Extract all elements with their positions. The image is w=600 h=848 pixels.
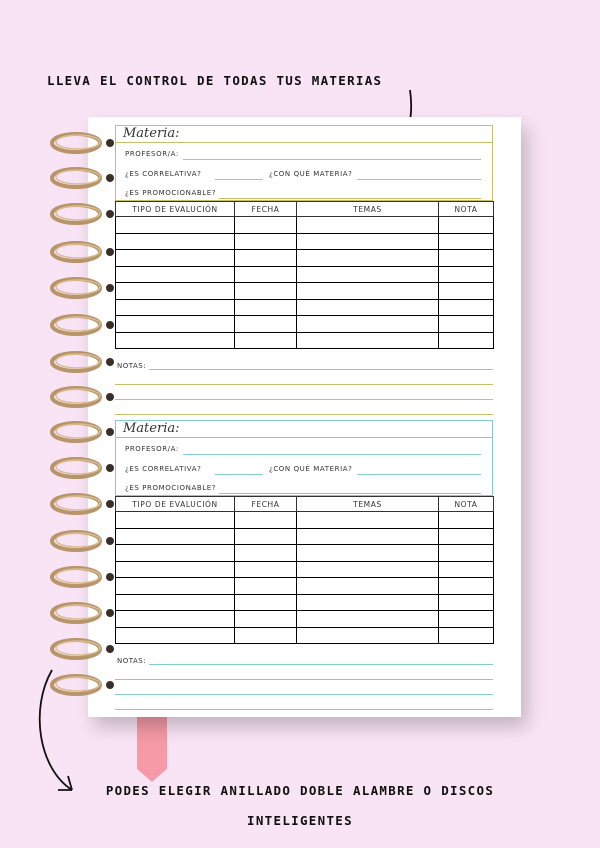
table-cell[interactable] <box>235 217 297 234</box>
table-cell[interactable] <box>297 594 439 611</box>
table-cell[interactable] <box>235 512 297 529</box>
table-row <box>116 332 494 349</box>
table-cell[interactable] <box>297 316 439 333</box>
table-cell[interactable] <box>439 561 494 578</box>
table-row <box>116 627 494 644</box>
table-row <box>116 561 494 578</box>
spiral-ring-icon <box>48 420 118 444</box>
table-row <box>116 611 494 628</box>
correlativa-field[interactable] <box>215 474 263 475</box>
materia-label: Materia: <box>123 421 180 436</box>
spiral-ring-icon <box>48 385 118 409</box>
bottom-caption-line1: PODES ELEGIR ANILLADO DOBLE ALAMBRE O DISCOS <box>105 783 495 798</box>
bookmark-ribbon <box>137 716 167 782</box>
table-cell[interactable] <box>297 578 439 595</box>
notes-line[interactable] <box>115 679 493 680</box>
col-tipo: TIPO DE EVALUCIÓN <box>116 202 235 217</box>
correlativa-label: ¿ES CORRELATIVA? <box>125 170 202 178</box>
correlativa-field[interactable] <box>215 179 263 180</box>
promocionable-field[interactable] <box>219 493 481 494</box>
spiral-ring-icon <box>48 492 118 516</box>
table-row <box>116 528 494 545</box>
table-cell[interactable] <box>235 561 297 578</box>
table-cell[interactable] <box>116 266 235 283</box>
table-cell[interactable] <box>235 233 297 250</box>
table-cell[interactable] <box>116 561 235 578</box>
notes-line[interactable] <box>115 399 493 400</box>
table-cell[interactable] <box>116 316 235 333</box>
materia-label: Materia: <box>123 126 180 141</box>
con-que-materia-field[interactable] <box>357 474 481 475</box>
table-row <box>116 217 494 234</box>
col-fecha: FECHA <box>235 202 297 217</box>
con-que-materia-field[interactable] <box>357 179 481 180</box>
table-cell[interactable] <box>235 316 297 333</box>
table-cell[interactable] <box>235 266 297 283</box>
table-cell[interactable] <box>439 233 494 250</box>
table-cell[interactable] <box>439 316 494 333</box>
col-temas: TEMAS <box>297 202 439 217</box>
table-cell[interactable] <box>439 578 494 595</box>
table-cell[interactable] <box>235 299 297 316</box>
table-cell[interactable] <box>297 627 439 644</box>
table-cell[interactable] <box>297 299 439 316</box>
table-cell[interactable] <box>116 332 235 349</box>
profesor-label: PROFESOR/A: <box>125 150 179 158</box>
table-row <box>116 512 494 529</box>
notas-label: NOTAS: <box>117 362 147 370</box>
table-row <box>116 316 494 333</box>
table-cell[interactable] <box>297 250 439 267</box>
table-cell[interactable] <box>116 528 235 545</box>
table-cell[interactable] <box>297 611 439 628</box>
table-cell[interactable] <box>235 545 297 562</box>
table-row <box>116 283 494 300</box>
table-cell[interactable] <box>439 250 494 267</box>
top-caption: LLEVA EL CONTROL DE TODAS TUS MATERIAS <box>47 73 383 88</box>
promocionable-field[interactable] <box>219 198 481 199</box>
table-cell[interactable] <box>116 233 235 250</box>
notes-line[interactable] <box>115 709 493 710</box>
profesor-label: PROFESOR/A: <box>125 445 179 453</box>
col-nota: NOTA <box>439 497 494 512</box>
spiral-ring-icon <box>48 565 118 589</box>
table-cell[interactable] <box>297 266 439 283</box>
evaluation-table <box>115 201 494 349</box>
evaluation-table <box>115 496 494 644</box>
table-cell[interactable] <box>297 528 439 545</box>
con-que-materia-label: ¿CON QUÉ MATERIA? <box>269 170 353 178</box>
table-cell[interactable] <box>297 283 439 300</box>
promocionable-label: ¿ES PROMOCIONABLE? <box>125 484 217 492</box>
spiral-ring-icon <box>48 276 118 300</box>
spiral-ring-icon <box>48 456 118 480</box>
spiral-ring-icon <box>48 240 118 264</box>
notes-line[interactable] <box>115 694 493 695</box>
table-cell[interactable] <box>116 611 235 628</box>
notes-line[interactable] <box>115 384 493 385</box>
table-cell[interactable] <box>439 512 494 529</box>
table-row <box>116 266 494 283</box>
table-row <box>116 233 494 250</box>
spiral-ring-icon <box>48 202 118 226</box>
table-cell[interactable] <box>116 283 235 300</box>
col-nota: NOTA <box>439 202 494 217</box>
table-cell[interactable] <box>297 217 439 234</box>
notas-label: NOTAS: <box>117 657 147 665</box>
spiral-ring-icon <box>48 350 118 374</box>
profesor-field[interactable] <box>183 454 481 455</box>
table-cell[interactable] <box>439 283 494 300</box>
table-cell[interactable] <box>297 233 439 250</box>
notes-line[interactable] <box>149 369 493 370</box>
table-cell[interactable] <box>439 217 494 234</box>
table-row <box>116 250 494 267</box>
table-cell[interactable] <box>439 266 494 283</box>
arrow-down-icon <box>36 668 86 798</box>
table-cell[interactable] <box>116 594 235 611</box>
col-tipo: TIPO DE EVALUCIÓN <box>116 497 235 512</box>
col-temas: TEMAS <box>297 497 439 512</box>
table-row <box>116 594 494 611</box>
table-cell[interactable] <box>439 545 494 562</box>
table-cell[interactable] <box>116 217 235 234</box>
bottom-caption-line2: INTELIGENTES <box>247 813 353 828</box>
table-cell[interactable] <box>235 250 297 267</box>
table-cell[interactable] <box>297 332 439 349</box>
table-cell[interactable] <box>116 299 235 316</box>
table-row <box>116 578 494 595</box>
spiral-ring-icon <box>48 529 118 553</box>
spiral-ring-icon <box>48 313 118 337</box>
table-cell[interactable] <box>116 627 235 644</box>
table-cell[interactable] <box>297 512 439 529</box>
table-cell[interactable] <box>439 627 494 644</box>
table-cell[interactable] <box>235 283 297 300</box>
profesor-field[interactable] <box>183 159 481 160</box>
table-cell[interactable] <box>235 332 297 349</box>
table-cell[interactable] <box>439 594 494 611</box>
table-cell[interactable] <box>116 545 235 562</box>
promocionable-label: ¿ES PROMOCIONABLE? <box>125 189 217 197</box>
table-cell[interactable] <box>235 611 297 628</box>
con-que-materia-label: ¿CON QUÉ MATERIA? <box>269 465 353 473</box>
col-fecha: FECHA <box>235 497 297 512</box>
table-cell[interactable] <box>235 578 297 595</box>
correlativa-label: ¿ES CORRELATIVA? <box>125 465 202 473</box>
table-cell[interactable] <box>235 528 297 545</box>
table-cell[interactable] <box>116 578 235 595</box>
table-cell[interactable] <box>116 512 235 529</box>
table-cell[interactable] <box>235 627 297 644</box>
table-row <box>116 299 494 316</box>
spiral-ring-icon <box>48 601 118 625</box>
table-cell[interactable] <box>439 299 494 316</box>
table-cell[interactable] <box>297 561 439 578</box>
table-cell[interactable] <box>297 545 439 562</box>
table-cell[interactable] <box>439 528 494 545</box>
table-row <box>116 545 494 562</box>
table-cell[interactable] <box>235 594 297 611</box>
table-cell[interactable] <box>439 611 494 628</box>
spiral-ring-icon <box>48 131 118 155</box>
notes-line[interactable] <box>115 414 493 415</box>
table-cell[interactable] <box>116 250 235 267</box>
spiral-ring-icon <box>48 637 118 661</box>
spiral-ring-icon <box>48 166 118 190</box>
notes-line[interactable] <box>149 664 493 665</box>
table-cell[interactable] <box>439 332 494 349</box>
